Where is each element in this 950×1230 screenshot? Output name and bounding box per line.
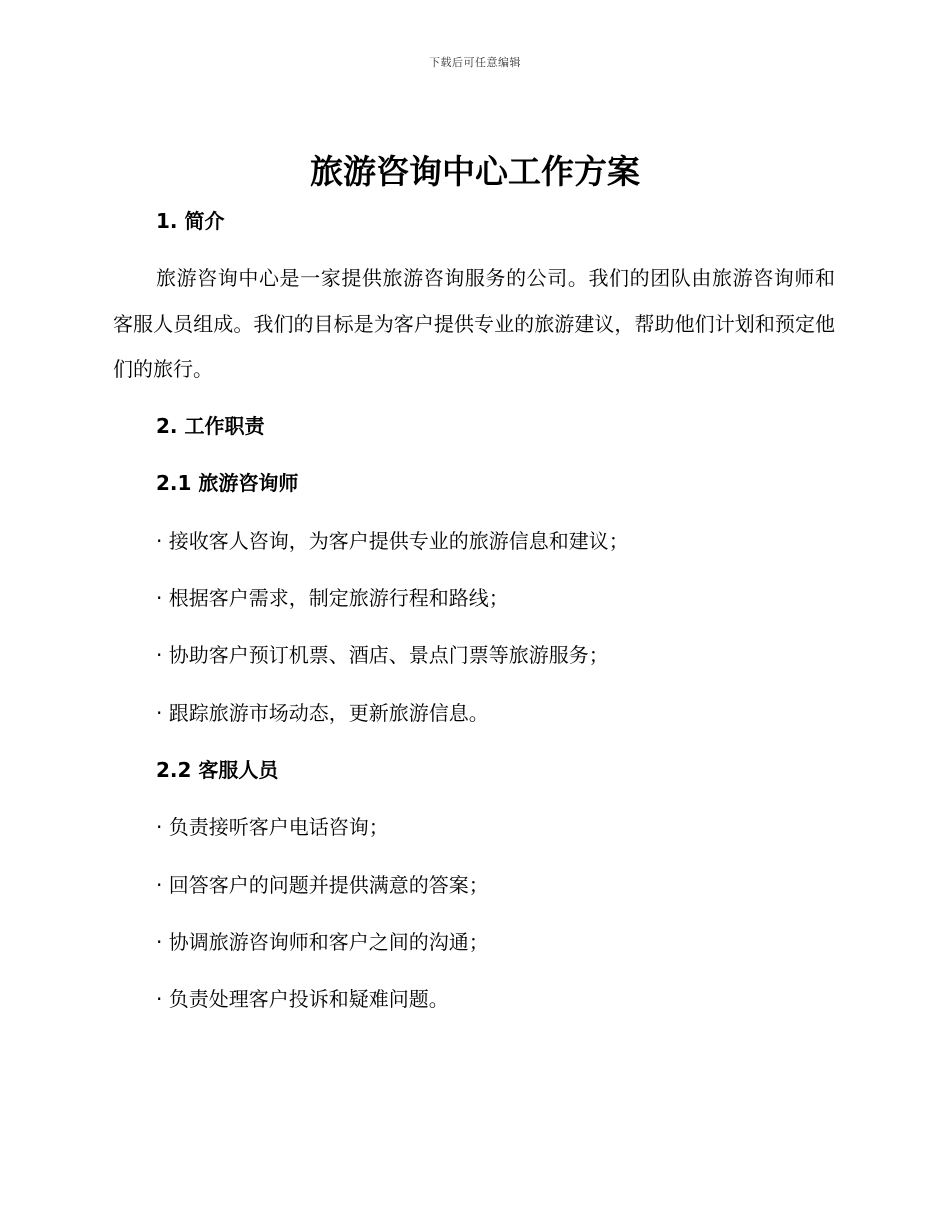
- list-item: · 根据客户需求，制定旅游行程和路线；: [156, 586, 509, 610]
- list-item: · 协助客户预订机票、酒店、景点门票等旅游服务；: [156, 643, 609, 667]
- list-item: · 跟踪旅游市场动态，更新旅游信息。: [156, 701, 489, 725]
- section-heading-intro: 1. 简介: [156, 209, 225, 233]
- subsection-heading-service: 2.2 客服人员: [156, 758, 279, 782]
- list-item: · 接收客人咨询，为客户提供专业的旅游信息和建议；: [156, 529, 629, 553]
- document-title: 旅游咨询中心工作方案: [310, 152, 640, 191]
- subsection-heading-consultant: 2.1 旅游咨询师: [156, 471, 299, 495]
- list-item: · 回答客户的问题并提供满意的答案；: [156, 873, 489, 897]
- section-heading-duties: 2. 工作职责: [156, 414, 265, 438]
- list-item: · 协调旅游咨询师和客户之间的沟通；: [156, 930, 489, 954]
- header-note: 下载后可任意编辑: [429, 56, 521, 69]
- intro-paragraph: 旅游咨询中心是一家提供旅游咨询服务的公司。我们的团队由旅游咨询师和客服人员组成。我们的目标是为客户提供专业的旅游建议，帮助他们计划和预定他们的旅行。: [113, 266, 835, 381]
- list-item: · 负责处理客户投诉和疑难问题。: [156, 987, 449, 1011]
- list-item: · 负责接听客户电话咨询；: [156, 815, 389, 839]
